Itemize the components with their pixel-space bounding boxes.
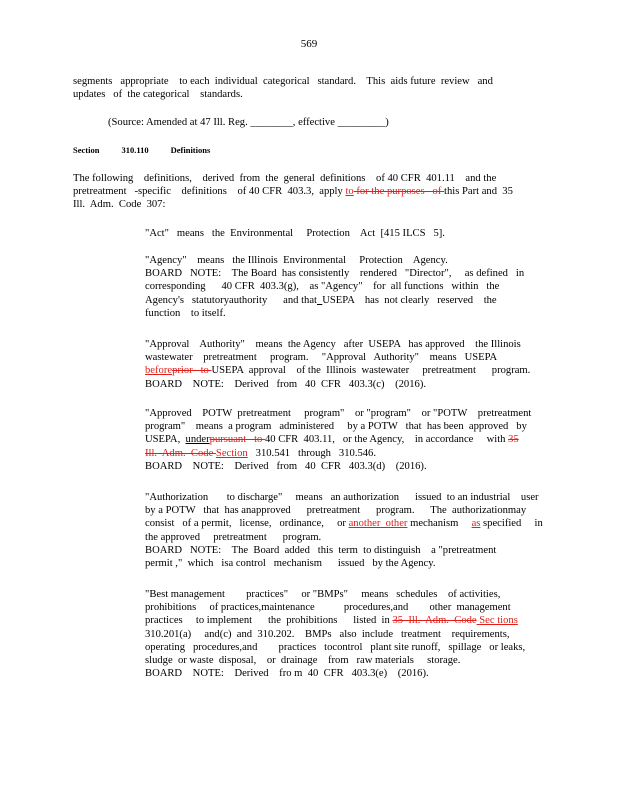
deleted-text-2: 35 [508, 434, 519, 446]
section-heading [73, 144, 232, 157]
auth-line-3 [145, 517, 543, 530]
potw-line-5: BOARD NOTE: Derived from 40 CFR 403.3(d) (2016). [145, 460, 427, 472]
approval-line-3 [145, 364, 537, 377]
intro-line-1: segments appropriate to each individual categorical standard. This aids future review and [73, 76, 493, 87]
definition-act [145, 227, 537, 240]
source-effective: , effective [292, 117, 335, 128]
source-blank-reg: ________ [250, 117, 293, 128]
auth-text-mid: mechanism [407, 518, 472, 530]
potw-text-mid: 40 CFR 403.11, or the Agency, in accordance with [264, 434, 509, 446]
source-prefix: (Source: Amended at 47 Ill. Reg. [108, 117, 248, 128]
preamble-line-2 [73, 185, 513, 198]
inserted-text: another [348, 518, 381, 530]
inserted-text: Section [215, 447, 248, 459]
definition-approved-potw-program [145, 407, 537, 473]
agency-line-4 [145, 294, 537, 307]
deleted-text: for the purposes of [353, 186, 445, 198]
approval-line-4: BOARD NOTE: Derived from 40 CFR 403.3(c) (2016). [145, 378, 426, 390]
agency-text: Agency's statutoryauthority and that [145, 294, 317, 306]
preamble-text-end: this Part and 35 [444, 186, 513, 198]
bmp-line-5: operating procedures,and practices tocontrol plant site runoff, spillage or leaks, [145, 641, 526, 653]
act-line: "Act" means the Environmental Protection Act [415 ILCS 5]. [145, 228, 445, 239]
page-number: 569 [300, 38, 318, 50]
potw-line-4 [145, 447, 537, 460]
inserted-text: Sec tions [476, 615, 518, 627]
auth-text-end: specified in [480, 518, 543, 530]
definition-approval-authority [145, 338, 537, 391]
inserted-text-2: other [380, 518, 408, 530]
section-label: Section [73, 145, 100, 155]
auth-line-4: the approved pretreatment program. [145, 531, 322, 543]
bmp-line-7: BOARD NOTE: Derived fro m 40 CFR 403.3(e) (2016). [145, 668, 429, 680]
auth-line-2: by a POTW that has anapproved pretreatment program. The authorizationmay [145, 505, 527, 517]
bmp-line-1: "Best management practices" or "BMPs" means schedules of activities, [145, 589, 501, 600]
agency-line-1: "Agency" means the Illinois Environmental Protection Agency. [145, 255, 448, 266]
inserted-text: to [345, 186, 354, 198]
agency-line-5: function to itself. [145, 307, 226, 319]
auth-line-6: permit ," which isa control mechanism issued by the Agency. [145, 558, 436, 570]
source-suffix: ) [385, 117, 389, 128]
potw-line-2: program" means a program administered by a POTW that has been approved by [145, 421, 527, 433]
definition-authorization-to-discharge [145, 491, 543, 570]
auth-line-1: "Authorization to discharge" means an authorization issued to an industrial user [145, 492, 539, 503]
underlined-text: under [185, 434, 210, 446]
agency-text-end: USEPA has not clearly reserved the [322, 294, 497, 306]
potw-text-end: 310.541 through 310.546. [247, 447, 377, 459]
inserted-text: before [145, 365, 173, 377]
section-number: 310.110 [121, 145, 149, 155]
agency-line-2: BOARD NOTE: The Board has consistently rendered "Director", as defined in [145, 268, 525, 280]
definition-agency [145, 254, 537, 320]
deleted-text: 35 Ill. Adm. Code [392, 615, 477, 627]
preamble-line-3: Ill. Adm. Code 307: [73, 199, 166, 211]
potw-text: USEPA, [145, 434, 186, 446]
agency-line-3: corresponding 40 CFR 403.3(g), as "Agency" for all functions within the [145, 281, 500, 293]
preamble-text: pretreatment -specific definitions of 40 CFR 403.3, apply [73, 186, 346, 198]
bmp-line-6: sludge or waste disposal, or drainage from raw materials storage. [145, 655, 461, 667]
potw-line-1: "Approved POTW pretreatment program" or "program" or "POTW pretreatment [145, 408, 532, 419]
source-blank-effective: _________ [337, 117, 386, 128]
bmp-line-4: 310.201(a) and(c) and 310.202. BMPs also include treatment requirements, [145, 628, 510, 640]
preamble-paragraph [73, 172, 513, 212]
intro-paragraph [73, 75, 505, 101]
approval-line-2: wastewater pretreatment program. "Approval Authority" means USEPA [145, 352, 498, 364]
bmp-line-3 [145, 614, 537, 627]
definition-best-management-practices [145, 588, 537, 680]
deleted-text-3: Ill. Adm. Code [145, 447, 216, 459]
deleted-text: pursuant to [209, 434, 265, 446]
bmp-line-2: prohibitions of practices,maintenance procedures,and other management [145, 602, 511, 614]
source-note [108, 116, 389, 129]
bmp-text: practices to implement the prohibitions listed in [145, 615, 393, 627]
auth-line-5: BOARD NOTE: The Board added this term to distinguish a "pretreatment [145, 544, 497, 556]
section-title: Definitions [170, 145, 211, 155]
approval-line-1: "Approval Authority" means the Agency after USEPA has approved the Illinois [145, 339, 521, 350]
preamble-line-1: The following definitions, derived from the general definitions of 40 CFR 401.11 and the [73, 173, 497, 184]
approval-text: USEPA approval of the Illinois wastewater pretreatment program. [211, 365, 531, 377]
auth-text: consist of a permit, license, ordinance, or [145, 518, 349, 530]
inserted-text-3: as [471, 518, 481, 530]
intro-line-2: updates of the categorical standards. [73, 89, 243, 101]
potw-line-3 [145, 433, 537, 446]
deleted-text: prior to [172, 365, 212, 377]
